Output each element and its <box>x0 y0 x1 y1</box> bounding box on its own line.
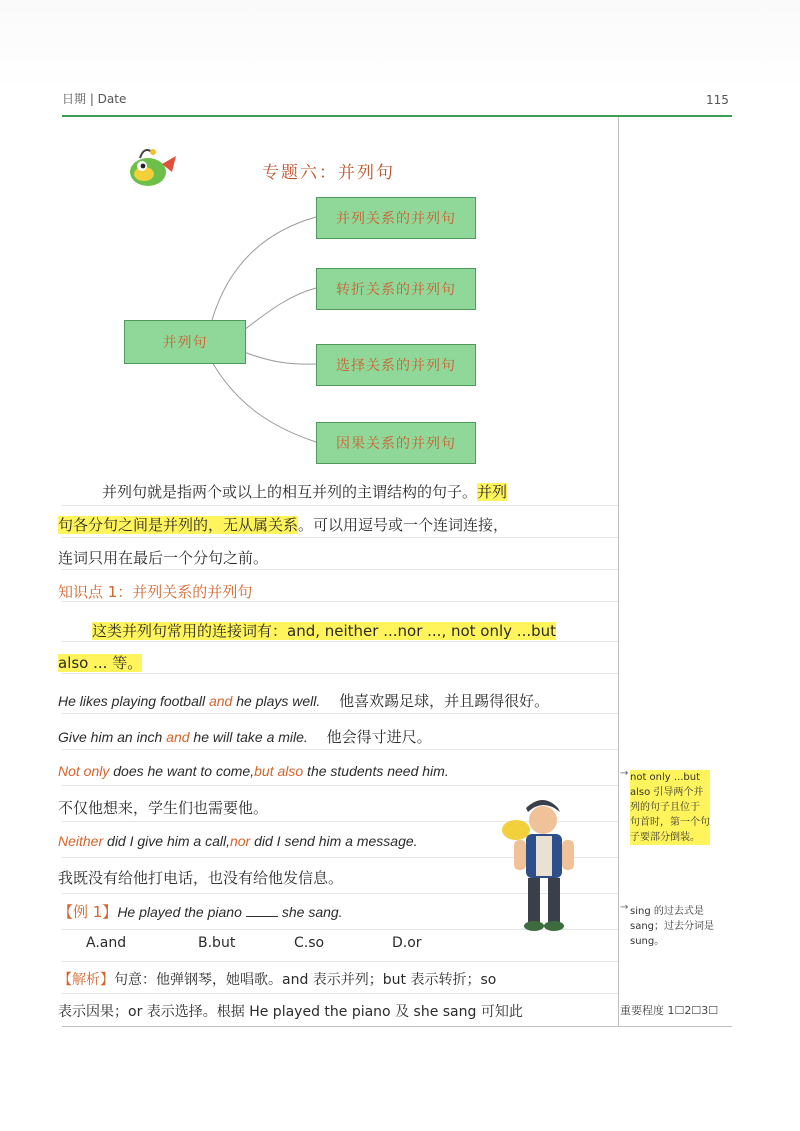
fish-mascot-icon <box>122 142 182 194</box>
example-cn: 他喜欢踢足球，并且踢得很好。 <box>339 692 550 710</box>
mindmap-branch: 选择关系的并列句 <box>316 344 476 386</box>
ruled-line <box>62 537 618 538</box>
example-sentence <box>58 832 418 850</box>
option-c: C.so <box>294 935 325 951</box>
option-d: D.or <box>392 935 422 951</box>
ruled-line <box>62 673 618 674</box>
intro-highlight: 并列 <box>477 483 508 501</box>
example-sentence <box>58 690 549 711</box>
example-sentence <box>58 762 449 780</box>
question-text: she sang. <box>281 904 343 920</box>
side-note-inversion <box>630 770 710 845</box>
example-en: the students need him. <box>303 763 449 779</box>
conj-note-line-1 <box>92 620 556 641</box>
example-conj: Not only <box>58 763 110 779</box>
question-tag: 【例 1】 <box>58 903 118 921</box>
intro-line-2 <box>58 514 508 535</box>
mindmap-root: 并列句 <box>124 320 246 364</box>
example-conj: but also <box>254 763 304 779</box>
margin-divider <box>618 117 619 1027</box>
note-line: 句首时，第一个句 <box>630 817 710 828</box>
example-conj: nor <box>229 833 251 849</box>
header-divider <box>62 115 732 117</box>
ruled-line <box>62 713 618 714</box>
note-line: 子要部分倒装。 <box>630 830 710 845</box>
ruled-line <box>62 641 618 642</box>
question-stem <box>58 901 343 922</box>
example-en: He likes playing football <box>58 693 209 709</box>
date-label: 日期 | Date <box>62 92 127 106</box>
ruled-line <box>62 785 618 786</box>
example-en: he plays well. <box>232 693 321 709</box>
note-line: sing 的过去式是 <box>630 906 704 917</box>
note-line: sung。 <box>630 936 665 947</box>
example-en: Give him an inch <box>58 729 167 745</box>
question-text: He played the piano <box>117 904 242 920</box>
ruled-line <box>62 505 618 506</box>
example-sentence <box>58 726 432 747</box>
note-line: 列的句子且位于 <box>630 800 710 815</box>
intro-text: 并列句就是指两个或以上的相互并列的主谓结构的句子。 <box>102 483 478 501</box>
ruled-line <box>62 993 618 994</box>
example-en: does he want to come, <box>109 763 255 779</box>
analysis-line-1 <box>58 969 496 989</box>
example-conj: and <box>166 729 190 745</box>
example-conj: and <box>208 693 233 709</box>
importance-rating: 重要程度 1☐2☐3☐ <box>620 1004 719 1017</box>
mindmap-branch: 并列关系的并列句 <box>316 197 476 239</box>
page-title: 专题六：并列句 <box>262 163 395 183</box>
intro-text: 。可以用逗号或一个连词连接， <box>298 516 509 534</box>
note-line: not only ...but <box>630 770 710 785</box>
example-cn: 他会得寸进尺。 <box>326 728 432 746</box>
mindmap-branch: 转折关系的并列句 <box>316 268 476 310</box>
mindmap-branch: 因果关系的并列句 <box>316 422 476 464</box>
side-note-sing <box>630 904 714 949</box>
cartoon-boy-illustration <box>488 790 584 940</box>
option-b: B.but <box>198 935 236 951</box>
conj-note-highlight: 这类并列句常用的连接词有：and, neither ...nor ..., not only ...but <box>92 622 557 640</box>
example-translation: 不仅他想来，学生们也需要他。 <box>58 799 269 817</box>
intro-line-1 <box>102 481 507 502</box>
intro-highlight: 句各分句之间是并列的，无从属关系 <box>58 516 299 534</box>
example-en: did I send him a message. <box>250 833 418 849</box>
note-line: also 引导两个并 <box>630 785 710 800</box>
example-en: did I give him a call, <box>103 833 230 849</box>
example-translation: 我既没有给他打电话，也没有给他发信息。 <box>58 869 344 887</box>
conj-note-line-2 <box>58 652 142 673</box>
ruled-line <box>62 569 618 570</box>
intro-line-3: 连词只用在最后一个分句之前。 <box>58 549 269 567</box>
example-conj: Neither <box>58 833 104 849</box>
conj-note-highlight: also ... 等。 <box>58 654 143 672</box>
question-options <box>86 935 422 951</box>
ruled-line <box>62 749 618 750</box>
knowledge-point-heading: 知识点 1：并列关系的并列句 <box>58 583 253 601</box>
note-arrow-icon: → <box>620 768 629 779</box>
example-en: he will take a mile. <box>189 729 308 745</box>
answer-blank <box>246 904 278 917</box>
footer-divider <box>62 1026 732 1027</box>
note-line: sang；过去分词是 <box>630 921 715 932</box>
option-a: A.and <box>86 935 127 951</box>
analysis-text: 句意：他弹钢琴，她唱歌。and 表示并列；but 表示转折；so <box>114 972 497 988</box>
ruled-line <box>62 961 618 962</box>
page-number: 115 <box>706 93 729 107</box>
analysis-tag: 【解析】 <box>58 972 114 988</box>
analysis-line-2: 表示因果；or 表示选择。根据 He played the piano 及 she sang 可知此 <box>58 1004 523 1020</box>
note-arrow-icon: → <box>620 902 629 913</box>
